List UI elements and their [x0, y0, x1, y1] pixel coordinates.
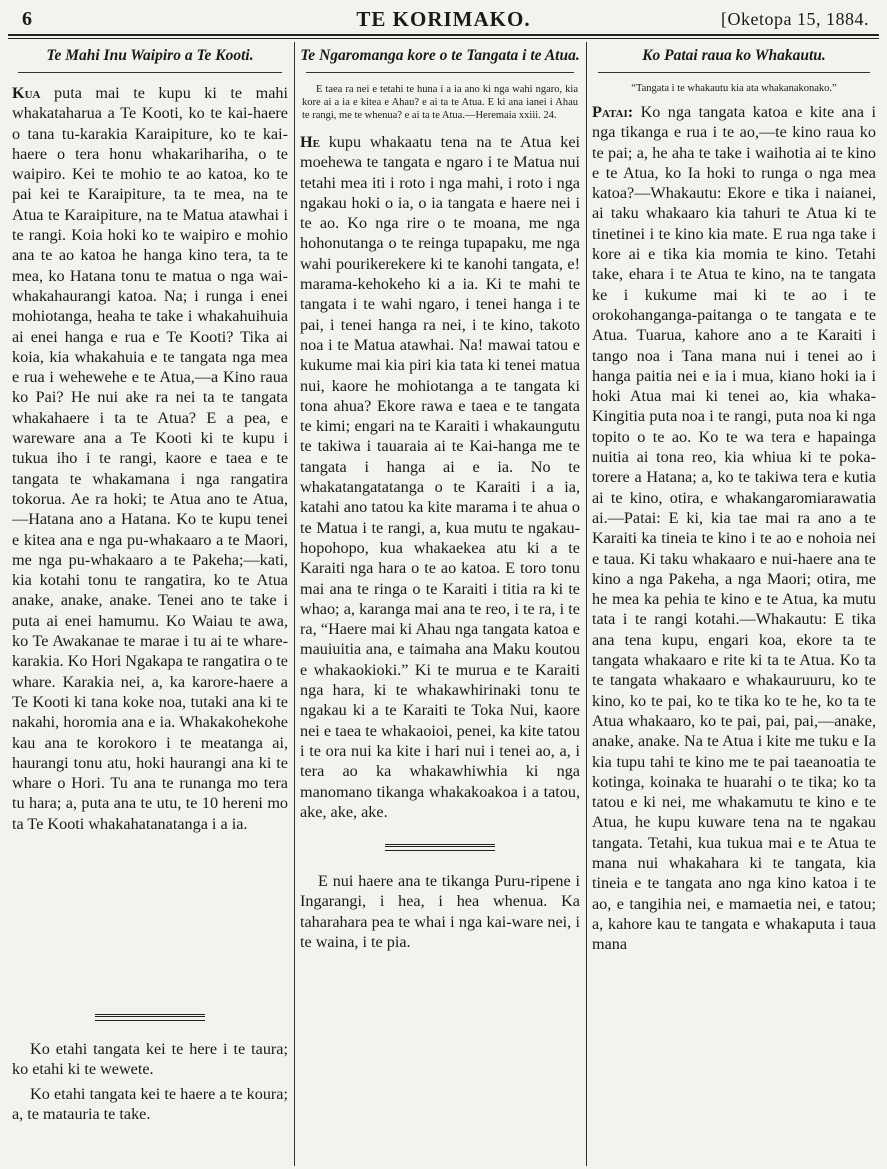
section-separator	[385, 844, 495, 851]
article-body	[300, 132, 580, 822]
scripture-epigraph: E taea ra nei e tetahi te huna i a ia ano ki nga wahi ngaro, kia kore ai a ia e kitea e Ahau? e ai ta te Atua. E ki ana ianei i Ahau te rangi, me te whenua? e ai ta te Atua.—Heremaia xxiii. 24.	[302, 84, 578, 121]
heading-rule	[18, 72, 282, 73]
masthead-rule-thin	[8, 38, 879, 39]
note-paragraph: E nui haere ana te tikanga Puru-ripene i Ingarangi, i hea, i hea whenua. Ka taharahara pea te whai i nga kai-ware nei, i te waina, i te pia.	[300, 872, 580, 951]
heading-rule	[598, 72, 870, 73]
article-body	[12, 83, 288, 834]
article-heading: Ko Patai raua ko Whakautu.	[642, 47, 826, 64]
masthead-rule	[8, 34, 879, 36]
proverb-quote: “Tangata i te whakautu kia ata whakanakonako.”	[631, 83, 837, 94]
article-text: kupu whakaatu tena na te Atua kei moehewa te tangata e ngaro i te Matua nui tetahi mea iti i roto i nga mahi, i roto i nga ngakau hoki o ia, o ia tangata e haere nei i te ao. Ko nga rire o te moana, me nga hohonutanga o te reinga tupapaku, me nga wahi pourikerekere ki te kanohi tangata, e! marama-kehokeho ki a ia. Ki te mahi te tangata i te wahi ngaro, i tenei hanga i te pai, i tenei hanga ra nei, i te kino, takoto noa i te Matua atawhai. Na! mawai tatou e kukume mai kia piri kia tata ki tenei matua nui, kaore he mohiotanga a te tangata ki tona ahua? Ekore rawa e taea e te tangata te kimi; engari na te Karaiti i whakaungutu te takiwa i tauaraia ai te Kai-hanga me te tangata i hanga ai e ia. No te whakatangatatanga o te Karaiti i a ia, katahi ano tatou ka kite marama i te ahua o te Matua i te rangi, a, kua mutu te ngakau-hopohopo, kua whakaekea atu ki a te Karaiti nga hara o te ao katoa. E toro tonu mai ana te ringa o te Karaiti i titia ra ki te whao; a, karanga mai ana te reo, i te ra, i te ra, “Haere mai ki Ahau nga tangata katoa e mauiuitia ana, e taimaha ana Maku koutou e whakaokioki.” Ki te murua e te Karaiti nga hara, ki te whakawhirinaki tonu te ngakau ki a te Karaiti te Toka Nui, kaore nei e taea te whakaoioi, penei, ka kite tatou i te ora nui ka kite i hari nui i tenei ao, a, i tera ao ka whakawhiwhia ki nga manomano tikanga whakakoakoa i a tatou, ake, ake, ake.	[300, 133, 580, 821]
note-paragraph: Ko etahi tangata kei te haere a te koura; a, te matauria te take.	[12, 1084, 288, 1123]
article-text: Ko nga tangata katoa e kite ana i nga tikanga e rua i te ao,—te kino raua ko te pai; a, he aha te take i waihotia ai te kino e te Atua, ko Ia hoki to runga o nga mea katoa?—Whakautu: Ekore e tika i naianei, ai taku whakaaro kia tahuri te Atua ki te tinetinei i te kino kia mate. E rua nga take i kore ai e tika kia momia te kino. Tetahi take, ehara i te Atua te kino, na te tangata ke i kukume mai ki te ao i te orokohanganga-paitanga o te tangata e te Atua. Tuarua, kahore ano a te Karaiti i tango noa i Tana mana nui i tenei ao i hanga paitia nei e ia i mua, kiano hoki ia i hoki Atua mai ki tenei ao, kia whaka-Kingitia puta noa i te rangi, puta noa ki nga topito o te ao. Ko te wa tera e hapainga nuitia ai tona reo, kia whiua ki te poka-torere a Hatana; a, ko te takiwa tera e kutia ai te kino, otira, e whakangaromiarawatia ai.—Patai: E ki, kia tae mai ra ano a te Karaiti ka tineia te kino i te ao e nohoia nei e taua. Ki taku whakaaro e nui-haere ana te kino a nga Pakeha, a nga Maori; otira, me he mea ka pehia te kino e te Atua, ka mutu tata i te rangi kotahi.—Whakautu: E tika ana tena kupu, engari koa, ekore ta te tangata whakaaro e rite ki ta te Atua. Ko ta te tangata whakaaro e whakauruuru, ko te kino, ko te pai, ko te tika ko te he, ko ta te Atua whakaaro, ko te pai, pai, pai,—anake, anake, anake. Na te Atua i kite me tuku e Ia kia tupu tahi te kino me te pai taeanoatia te kotinga, koinaka te huarahi o te tika; ko ta tatou e ki nei, me whakamutu te kino e te Atua, he kupu kuware tena na te ngakau tangata. Tetahi, kua tukua mai e te Atua te mana nui whakahara ki te tangata, kia tineia e te tangata ano nga kino katoa i te ao, e tangihia nei, e mamaetia nei, e tatou; a, kahore kau te tangata e whakaputa i taua mana	[592, 103, 876, 954]
newspaper-title: TE KORIMAKO.	[356, 7, 531, 31]
page-number: 6	[22, 8, 32, 30]
masthead	[8, 4, 879, 32]
article-heading: Te Mahi Inu Waipiro a Te Kooti.	[46, 47, 254, 64]
heading-rule	[306, 72, 574, 73]
article-column-1	[12, 42, 288, 1166]
column-divider	[294, 42, 295, 1166]
article-column-2	[300, 42, 580, 1166]
section-separator	[95, 1014, 205, 1021]
lead-word: He	[300, 133, 320, 151]
note-paragraph: Ko etahi tangata kei te here i te taura; ko etahi ki te wewete.	[12, 1040, 288, 1079]
column-divider	[586, 42, 587, 1166]
notes-block	[12, 998, 288, 1124]
article-body	[592, 102, 876, 954]
lead-word: Patai:	[592, 103, 634, 121]
lead-word: Kua	[12, 84, 41, 102]
article-heading: Te Ngaromanga kore o te Tangata i te Atua.	[300, 47, 580, 64]
article-text: puta mai te kupu ki te mahi whakataharua a Te Kooti, ko te kai-haere o tana tu-karakia Karaipiture, ko te kai-haere o tera honu whakarihariha, o te waipiro. Kei te mohio te ao katoa, ko te pai kei te Karaipiture, ta te mea, na te Atua te Karaipiture, na te Matua atawhai i te rangi. Koia hoki ko te waipiro e mohio ana te ao katoa he hanga kino tera, ta te mea, ko Hatana tonu te matua o nga wai-whakahaurangi katoa. Na; i runga i enei mohiotanga, heaha te take i whakahuihuia ai enei hanga e rua e Te Kooti? Tika ai koia, kia whakahuia e te tangata nga mea e rua i wehewehe e te Atua,—a Kino raua ko Pai? He nui ake ra nei ta te tangata whakahaere i ta te Atua? E a pea, e wareware ana a Te Kooti ki te kupu i tukua iho i te rangi, kaore e taea e te tangata te whakamana i nga rangatira tokorua. Ae ra hoki; te Atua ano te Atua,—Hatana ano a Hatana. Ko te kupu tenei e kitea ana e nga pu-whakaaro a te Maori, me nga pu-whakaaro a te Pakeha;—kati, kia kotahi tonu te rangatira, ko te Atua anake, anake, anake. Tenei ano te take i puta ai enei hamumu. Ko Waiau te awa, ko Te Awakanae te marae i tu ai te whare-karakia. Ko Hori Ngakapa te rangatira o te whare. Karakia nei, a, ka karore-haere a Te Kooti ki tana koke noa, tutaki ana ki te nakahi, horomia ana e ia. Whakakohekohe kau ana te korokoro i te meatanga ai, haurangi tonu atu, hoki haurangi ana ki te whare o Hori. Tu ana te runanga mo tera tu hara; a, puta ana te utu, te 10 hereni mo ta Te Kooti whakahatanatanga i a ia.	[12, 84, 288, 833]
issue-date: [Oketopa 15, 1884.	[721, 9, 869, 29]
article-column-3	[592, 42, 876, 1166]
